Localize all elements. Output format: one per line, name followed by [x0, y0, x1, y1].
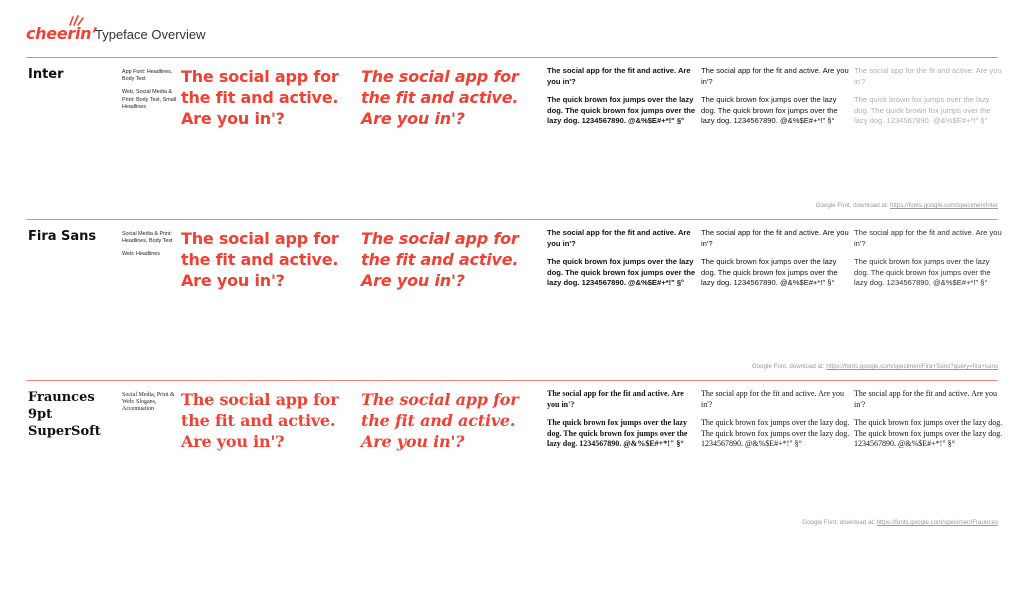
font-name: Inter [28, 67, 64, 82]
usage-line: Social Media & Print: Headlines, Body Text [122, 231, 173, 245]
sample-title: The social app for the fit and active. Are you in'? [547, 389, 684, 409]
download-link[interactable]: https://fonts.google.com/specimen/Fraunces [876, 519, 998, 526]
sample-title: The social app for the fit and active. Are you in'? [701, 66, 849, 86]
sample-bold [547, 66, 697, 135]
download-link[interactable]: https://fonts.google.com/specimen/Inter [890, 202, 998, 209]
usage-line: Web, Social Media & Print: Body Text, Small Headlines [122, 89, 177, 110]
sample-body: The quick brown fox jumps over the lazy dog. The quick brown fox jumps over the lazy dog. 1234567890. @&%$E#+*!" §° [854, 257, 991, 288]
headline-regular: The social app for the fit and active. Are you in'? [181, 390, 339, 451]
sample-title: The social app for the fit and active. Are you in'? [854, 228, 1002, 248]
sample-body: The quick brown fox jumps over the lazy dog. The quick brown fox jumps over the lazy dog. 1234567890. @&%$E#+*!" §° [854, 418, 1003, 449]
sample-title: The social app for the fit and active. Are you in'? [854, 389, 998, 409]
font-name: Fira Sans [28, 229, 97, 244]
headline-regular: The social app for the fit and active. Are you in'? [181, 67, 339, 128]
sample-title: The social app for the fit and active. Are you in'? [854, 66, 1002, 86]
usage-line: App Font: Headlines, Body Text [122, 69, 173, 83]
sample-light [854, 66, 1004, 135]
font-name: Fraunces 9pt SuperSoft [28, 390, 101, 439]
download-note [816, 202, 998, 209]
page-title: Typeface Overview [95, 27, 206, 42]
sample-body: The quick brown fox jumps over the lazy dog. The quick brown fox jumps over the lazy dog. 1234567890. @&%$E#+*!" §° [547, 418, 688, 449]
usage-notes [122, 69, 180, 117]
sample-body: The quick brown fox jumps over the lazy dog. The quick brown fox jumps over the lazy dog. 1234567890. @&%$E#+*!" §° [547, 95, 696, 126]
sample-title: The social app for the fit and active. Are you in'? [701, 389, 845, 409]
download-link[interactable]: https://fonts.google.com/specimen/Fira+Sans?query=fira+sans [826, 363, 998, 370]
sample-regular [701, 389, 851, 458]
divider [26, 57, 998, 58]
usage-line: Web: Headlines [122, 251, 160, 258]
divider [26, 219, 998, 220]
sample-body: The quick brown fox jumps over the lazy dog. The quick brown fox jumps over the lazy dog. 1234567890. @&%$E#+*!" §° [701, 418, 850, 449]
sample-regular [701, 228, 851, 297]
sample-body: The quick brown fox jumps over the lazy dog. The quick brown fox jumps over the lazy dog. 1234567890. @&%$E#+*!" §° [701, 257, 838, 288]
sample-body: The quick brown fox jumps over the lazy dog. The quick brown fox jumps over the lazy dog. 1234567890. @&%$E#+*!" §° [701, 95, 838, 126]
download-label: Google Font, download at: [815, 202, 889, 209]
sample-bold [547, 228, 697, 297]
download-label: Google Font, download at: [751, 363, 825, 370]
usage-line: Social Media, Print & Web: Slogans, Accentuation [122, 392, 175, 413]
sample-light [854, 228, 1004, 297]
download-label: Google Font, download at: [802, 519, 875, 526]
download-note [752, 363, 998, 370]
sample-light [854, 389, 1004, 458]
divider [26, 380, 998, 381]
headline-italic: The social app for the fit and active. Are you in'? [361, 229, 519, 290]
usage-notes [122, 392, 180, 420]
headline-italic: The social app for the fit and active. Are you in'? [361, 67, 519, 128]
sample-body: The quick brown fox jumps over the lazy dog. The quick brown fox jumps over the lazy dog. 1234567890. @&%$E#+*!" §° [854, 95, 991, 126]
logo: cheerin’ [26, 24, 98, 43]
sample-regular [701, 66, 851, 135]
headline-italic: The social app for the fit and active. Are you in'? [361, 390, 519, 451]
sample-bold [547, 389, 697, 458]
headline-regular: The social app for the fit and active. Are you in'? [181, 229, 339, 290]
sample-title: The social app for the fit and active. Are you in'? [701, 228, 849, 248]
sample-body: The quick brown fox jumps over the lazy dog. The quick brown fox jumps over the lazy dog. 1234567890. @&%$E#+*!" §° [547, 257, 696, 288]
usage-notes [122, 231, 180, 265]
sample-title: The social app for the fit and active. Are you in'? [547, 66, 691, 86]
sample-title: The social app for the fit and active. Are you in'? [547, 228, 691, 248]
cheer-burst-icon [68, 14, 86, 26]
download-note [802, 519, 998, 526]
